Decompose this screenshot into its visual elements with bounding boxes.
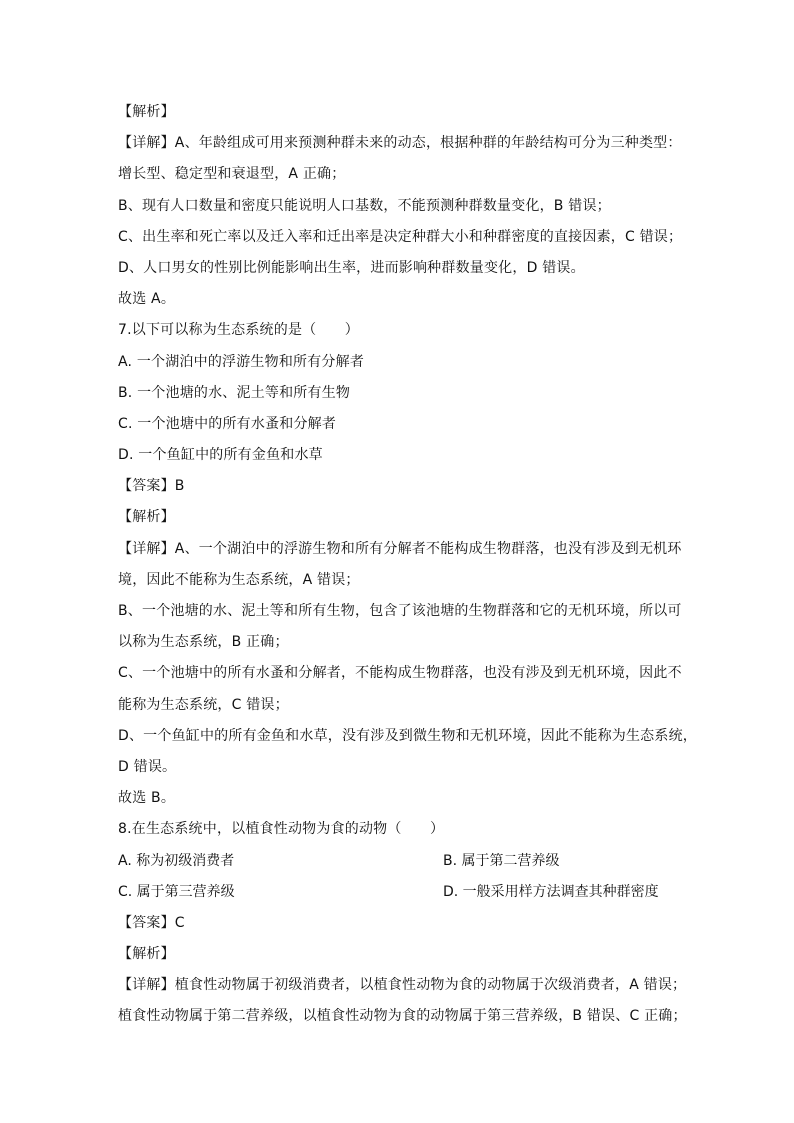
option-c: C. 一个池塘中的所有水蚤和分解者	[118, 415, 337, 432]
options-row	[118, 846, 678, 877]
text-line: 能称为生态系统，C 错误；	[118, 696, 289, 713]
option-b: B. 属于第二营养级	[443, 852, 560, 869]
text-line: 【解析】	[118, 104, 175, 120]
option-d: D. 一个鱼缸中的所有金鱼和水草	[118, 447, 323, 464]
answer-line: 【答案】C	[118, 914, 185, 931]
text-line: B、现有人口数量和密度只能说明人口基数，不能预测种群数量变化，B 错误；	[118, 197, 611, 214]
analysis-heading: 【解析】	[118, 946, 175, 963]
text-line: 【详解】A、一个湖泊中的浮游生物和所有分解者不能构成生物群落，也没有涉及到无机环	[118, 540, 682, 557]
text-line: 故选 A。	[118, 291, 176, 308]
text-line: 增长型、稳定型和衰退型，A 正确；	[118, 166, 346, 183]
option-d: D. 一般采用样方法调查其种群密度	[443, 883, 659, 900]
question-stem: 8.在生态系统中，以植食性动物为食的动物（ ）	[118, 821, 445, 838]
option-b: B. 一个池塘的水、泥土等和所有生物	[118, 384, 351, 401]
text-line: 以称为生态系统，B 正确；	[118, 634, 289, 651]
text-line: C、一个池塘中的所有水蚤和分解者，不能构成生物群落，也没有涉及到无机环境，因此不	[118, 665, 682, 682]
analysis-heading: 【解析】	[118, 509, 175, 526]
text-line: 境，因此不能称为生态系统，A 错误；	[118, 571, 360, 588]
answer-line: 【答案】B	[118, 478, 185, 495]
text-line: 植食性动物属于第二营养级，以植食性动物为食的动物属于第三营养级，B 错误、C 正确；	[118, 1008, 687, 1025]
text-line: C、出生率和死亡率以及迁入率和迁出率是决定种群大小和种群密度的直接因素，C 错误；	[118, 228, 683, 245]
text-line: D、人口男女的性别比例能影响出生率，进而影响种群数量变化，D 错误。	[118, 259, 585, 276]
option-a: A. 一个湖泊中的浮游生物和所有分解者	[118, 353, 365, 370]
option-c: C. 属于第三营养级	[118, 883, 235, 900]
options-row	[118, 877, 678, 908]
text-line: 故选 B。	[118, 790, 176, 807]
question-stem: 7.以下可以称为生态系统的是（ ）	[118, 322, 359, 339]
text-line: 【详解】A、年龄组成可用来预测种群未来的动态，根据种群的年龄结构可分为三种类型：	[118, 135, 682, 152]
text-line: B、一个池塘的水、泥土等和所有生物，包含了该池塘的生物群落和它的无机环境，所以可	[118, 603, 682, 619]
text-line: D、一个鱼缸中的所有金鱼和水草，没有涉及到微生物和无机环境，因此不能称为生态系统，	[118, 727, 697, 744]
option-a: A. 称为初级消费者	[118, 852, 235, 869]
text-line: 【详解】植食性动物属于初级消费者，以植食性动物为食的动物属于次级消费者，A 错误；	[118, 977, 687, 994]
text-line: D 错误。	[118, 758, 177, 775]
document-page	[118, 97, 697, 1033]
